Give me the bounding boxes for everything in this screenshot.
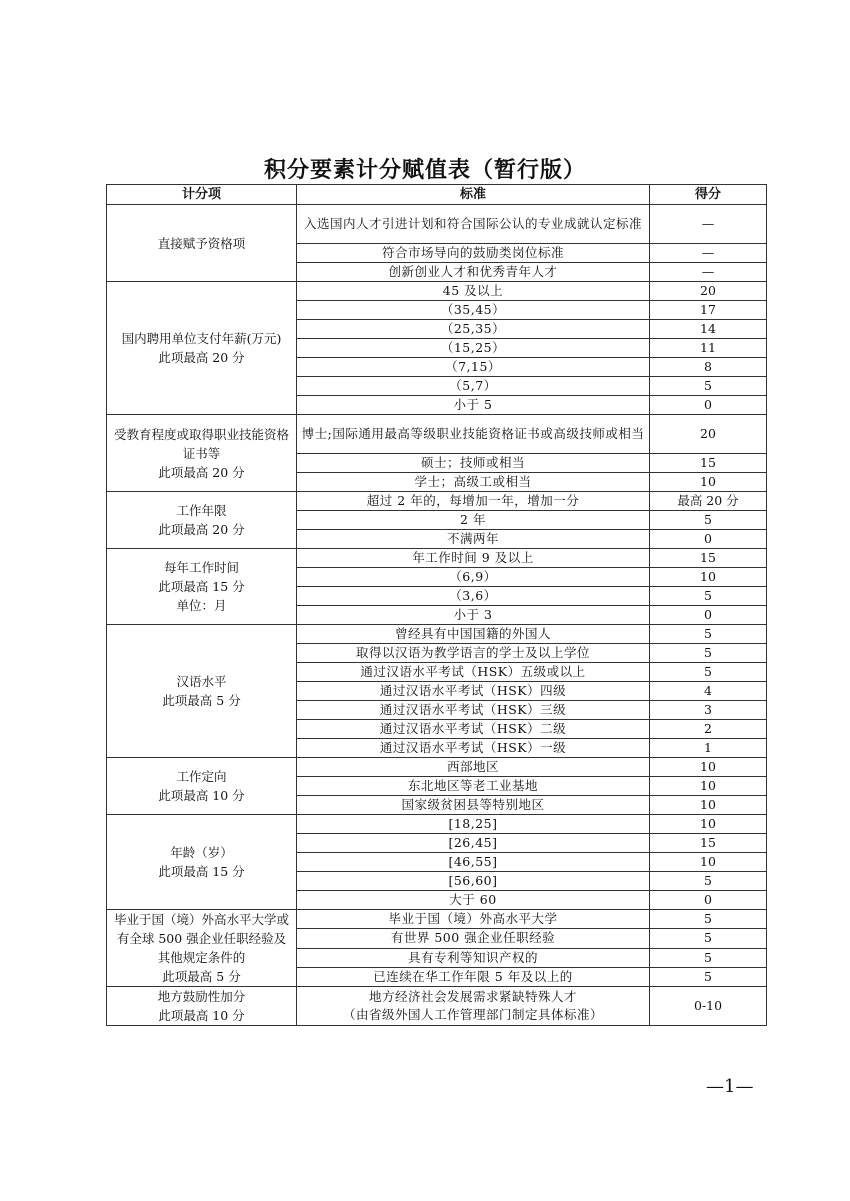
score-cell: 10 xyxy=(650,758,767,777)
score-cell: 1 xyxy=(650,739,767,758)
table-body xyxy=(107,205,767,1026)
standard-cell: 不满两年 xyxy=(297,530,650,549)
category-cell: 工作年限 此项最高 20 分 xyxy=(107,492,297,549)
score-cell: 0 xyxy=(650,396,767,415)
score-cell: 最高 20 分 xyxy=(650,492,767,511)
standard-cell: （6,9） xyxy=(297,568,650,587)
standard-cell: 超过 2 年的，每增加一年，增加一分 xyxy=(297,492,650,511)
standard-cell: 2 年 xyxy=(297,511,650,530)
standard-cell: 地方经济社会发展需求紧缺特殊人才 （由省级外国人工作管理部门制定具体标准） xyxy=(297,987,650,1026)
standard-cell: 符合市场导向的鼓励类岗位标准 xyxy=(297,244,650,263)
score-cell: 10 xyxy=(650,796,767,815)
standard-cell: 小于 5 xyxy=(297,396,650,415)
score-cell: 5 xyxy=(650,967,767,986)
standard-cell: 通过汉语水平考试（HSK）二级 xyxy=(297,720,650,739)
category-cell: 年龄（岁） 此项最高 15 分 xyxy=(107,815,297,910)
score-cell: 5 xyxy=(650,663,767,682)
score-cell: 5 xyxy=(650,625,767,644)
category-cell: 工作定向 此项最高 10 分 xyxy=(107,758,297,815)
score-cell: 5 xyxy=(650,872,767,891)
standard-cell: （3,6） xyxy=(297,587,650,606)
score-cell: 5 xyxy=(650,587,767,606)
score-cell: 10 xyxy=(650,777,767,796)
category-cell: 国内聘用单位支付年薪(万元) 此项最高 20 分 xyxy=(107,282,297,415)
score-cell: 10 xyxy=(650,853,767,872)
score-cell: 5 xyxy=(650,511,767,530)
standard-cell: 已连续在华工作年限 5 年及以上的 xyxy=(297,967,650,986)
table-row xyxy=(107,549,767,568)
table-row xyxy=(107,815,767,834)
standard-cell: 45 及以上 xyxy=(297,282,650,301)
standard-cell: 小于 3 xyxy=(297,606,650,625)
header-score: 得分 xyxy=(650,185,767,205)
category-cell: 汉语水平 此项最高 5 分 xyxy=(107,625,297,758)
score-cell: 0-10 xyxy=(650,987,767,1026)
standard-cell: [26,45] xyxy=(297,834,650,853)
score-cell: — xyxy=(650,205,767,244)
standard-cell: 博士;国际通用最高等级职业技能资格证书或高级技师或相当 xyxy=(297,415,650,454)
score-cell: 5 xyxy=(650,929,767,948)
standard-cell: 通过汉语水平考试（HSK）一级 xyxy=(297,739,650,758)
table-row xyxy=(107,625,767,644)
standard-cell: （5,7） xyxy=(297,377,650,396)
standard-cell: （7,15） xyxy=(297,358,650,377)
standard-cell: 年工作时间 9 及以上 xyxy=(297,549,650,568)
score-cell: 11 xyxy=(650,339,767,358)
score-cell: 5 xyxy=(650,910,767,929)
standard-cell: 通过汉语水平考试（HSK）三级 xyxy=(297,701,650,720)
standard-cell: [18,25] xyxy=(297,815,650,834)
table-row xyxy=(107,205,767,244)
page-title: 积分要素计分赋值表（暂行版） xyxy=(263,158,586,183)
score-cell: 2 xyxy=(650,720,767,739)
standard-cell: 入选国内人才引进计划和符合国际公认的专业成就认定标准 xyxy=(297,205,650,244)
header-standard: 标准 xyxy=(297,185,650,205)
table-row xyxy=(107,415,767,454)
table-row xyxy=(107,758,767,777)
standard-cell: （25,35） xyxy=(297,320,650,339)
score-cell: 20 xyxy=(650,282,767,301)
score-cell: 10 xyxy=(650,473,767,492)
standard-cell: 有世界 500 强企业任职经验 xyxy=(297,929,650,948)
table-header-row xyxy=(107,185,767,205)
table-row xyxy=(107,282,767,301)
standard-cell: 东北地区等老工业基地 xyxy=(297,777,650,796)
score-cell: 15 xyxy=(650,549,767,568)
standard-cell: 创新创业人才和优秀青年人才 xyxy=(297,263,650,282)
standard-cell: 取得以汉语为教学语言的学士及以上学位 xyxy=(297,644,650,663)
category-cell: 直接赋予资格项 xyxy=(107,205,297,282)
standard-cell: 曾经具有中国国籍的外国人 xyxy=(297,625,650,644)
standard-cell: （15,25） xyxy=(297,339,650,358)
score-cell: 3 xyxy=(650,701,767,720)
score-cell: 14 xyxy=(650,320,767,339)
standard-cell: 大于 60 xyxy=(297,891,650,910)
table-row xyxy=(107,910,767,929)
table-row xyxy=(107,492,767,511)
category-cell: 受教育程度或取得职业技能资格证书等 此项最高 20 分 xyxy=(107,415,297,492)
standard-cell: 毕业于国（境）外高水平大学 xyxy=(297,910,650,929)
standard-cell: 西部地区 xyxy=(297,758,650,777)
standard-cell: [46,55] xyxy=(297,853,650,872)
category-cell: 地方鼓励性加分 此项最高 10 分 xyxy=(107,987,297,1026)
score-cell: — xyxy=(650,244,767,263)
standard-cell: 具有专利等知识产权的 xyxy=(297,948,650,967)
score-cell: 0 xyxy=(650,606,767,625)
category-cell: 毕业于国（境）外高水平大学或有全球 500 强企业任职经验及其他规定条件的 此项最高 5 分 xyxy=(107,910,297,987)
standard-cell: 硕士；技师或相当 xyxy=(297,454,650,473)
standard-cell: 通过汉语水平考试（HSK）四级 xyxy=(297,682,650,701)
score-cell: 15 xyxy=(650,834,767,853)
score-cell: 5 xyxy=(650,948,767,967)
standard-cell: 通过汉语水平考试（HSK）五级或以上 xyxy=(297,663,650,682)
page-number: —1— xyxy=(706,1076,754,1097)
standard-cell: （35,45） xyxy=(297,301,650,320)
score-cell: 5 xyxy=(650,377,767,396)
table-row xyxy=(107,987,767,1026)
score-cell: 10 xyxy=(650,815,767,834)
score-cell: 8 xyxy=(650,358,767,377)
standard-cell: 学士；高级工或相当 xyxy=(297,473,650,492)
scoring-table xyxy=(106,184,767,1026)
score-cell: 5 xyxy=(650,644,767,663)
score-cell: 0 xyxy=(650,891,767,910)
category-cell: 每年工作时间 此项最高 15 分 单位：月 xyxy=(107,549,297,625)
score-cell: 15 xyxy=(650,454,767,473)
score-cell: 0 xyxy=(650,530,767,549)
header-item: 计分项 xyxy=(107,185,297,205)
score-cell: 17 xyxy=(650,301,767,320)
score-cell: 10 xyxy=(650,568,767,587)
score-cell: 4 xyxy=(650,682,767,701)
standard-cell: 国家级贫困县等特别地区 xyxy=(297,796,650,815)
standard-cell: [56,60] xyxy=(297,872,650,891)
score-cell: — xyxy=(650,263,767,282)
score-cell: 20 xyxy=(650,415,767,454)
